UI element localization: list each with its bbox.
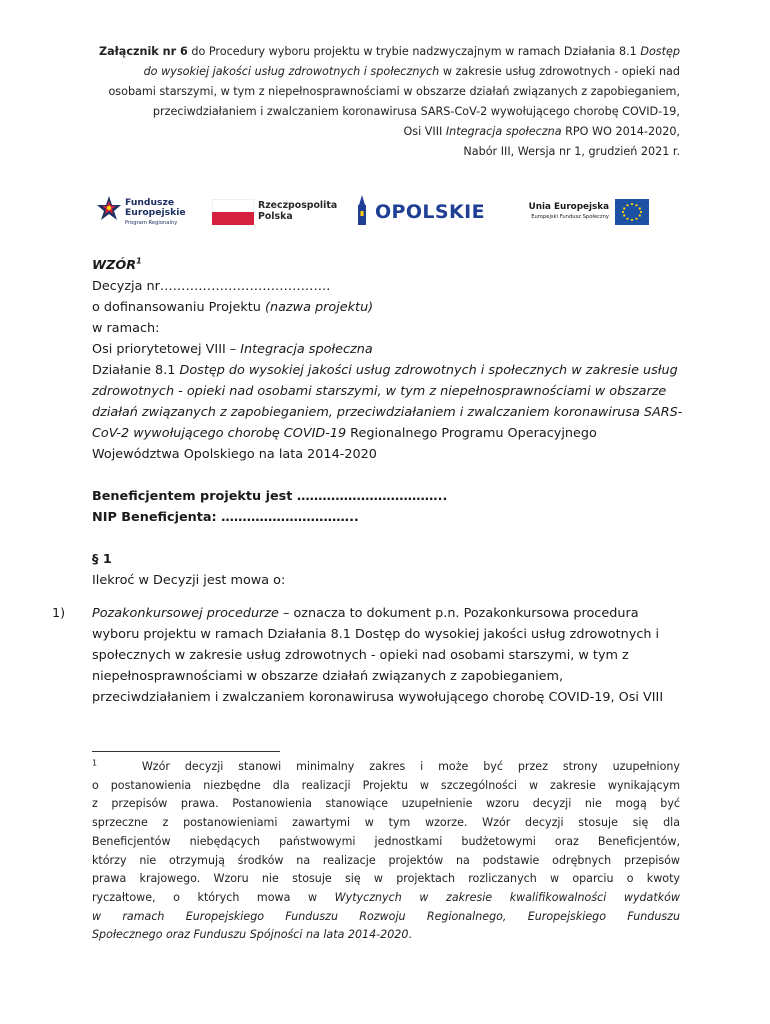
- template-label: WZÓR$^1$: [92, 256, 142, 273]
- list-line-1: Pozakonkursowej procedurze – oznacza to dokument p.n. Pozakonkursowa procedura: [92, 606, 639, 621]
- definitions-list: [52, 603, 672, 708]
- logo-strip: [95, 192, 655, 232]
- list-item: [92, 603, 672, 708]
- fundusze-text: Fundusze Europejskie Program Regionalny: [125, 197, 186, 226]
- footnote-separator: [92, 751, 280, 752]
- document-header: [40, 42, 680, 162]
- definitions-intro: Ilekroć w Decyzji jest mowa o:: [92, 573, 286, 588]
- opolskie-text: OPOLSKIE: [375, 201, 485, 223]
- fundusze-star-icon: [95, 194, 123, 230]
- footnote-line-6: którzy nie otrzymują środków na realizacje projektów na podstawie odrębnych przepisów: [92, 853, 680, 867]
- footnote-line-3: z przepisów prawa. Postanowienia stanowiące uzupełnienie wzoru decyzji nie mogą być: [92, 797, 680, 811]
- rzeczpospolita-text: Rzeczpospolita Polska: [258, 200, 338, 222]
- list-line-3: społecznych w zakresie usług zdrowotnych - opieki nad osobami starszymi, w tym z: [92, 648, 629, 663]
- footnote-line-7: prawa krajowego. Wzoru nie stosuje się w projektach rozliczanych w oparciu o kwoty: [92, 872, 680, 886]
- beneficiary-line: Beneficjentem projektu jest ……………………………..: [92, 489, 448, 504]
- list-line-2: wyboru projektu w ramach Działania 8.1 Dostęp do wysokiej jakości usług zdrowotnych i: [92, 627, 660, 642]
- header-line-4: przeciwdziałaniem i zwalczaniem koronawirusa SARS-CoV-2 wywołującego chorobę COVID-19,: [152, 105, 680, 118]
- decision-number: Decyzja nr………………………………….: [92, 279, 331, 294]
- header-line-2: do wysokiej jakości usług zdrowotnych i społecznych w zakresie usług zdrowotnych - opieki nad: [143, 65, 680, 78]
- footnote-ref: 1: [136, 256, 142, 266]
- rzeczpospolita-logo: [212, 192, 338, 232]
- measure-line-3: działań związanych z zapobieganiem, przeciwdziałaniem i zwalczaniem koronawirusa SARS-: [92, 405, 683, 420]
- funding-line: o dofinansowaniu Projektu (nazwa projektu): [92, 300, 374, 315]
- footnote-line-10: Społecznego oraz Funduszu Spójności na lata 2014-2020.: [92, 928, 412, 942]
- list-line-4: niepełnosprawnościami w obszarze działań związanych z zapobieganiem,: [92, 669, 564, 684]
- footnote-line-5: Beneficjentów niebędących państwowymi jednostkami budżetowymi oraz Beneficjentów,: [92, 834, 680, 848]
- opolskie-tower-icon: [353, 195, 371, 229]
- unia-europejska-text: Unia Europejska Europejski Fundusz Społeczny: [528, 202, 609, 220]
- footnote-line-2: o postanowienia niezbędne dla realizacji Projektu w szczególności w zakresie wynikającym: [92, 778, 680, 792]
- paragraph-1-heading: § 1: [92, 552, 112, 567]
- header-line-3: osobami starszymi, w tym z niepełnosprawnościami w obszarze działań związanych z zapobieganiem,: [108, 85, 680, 98]
- w-ramach-line: w ramach:: [92, 321, 160, 336]
- opolskie-logo: [351, 192, 491, 232]
- list-line-5: przeciwdziałaniem i zwalczaniem koronawirusa wywołującego chorobę COVID-19, Osi VIII: [92, 690, 664, 705]
- eu-flag-icon: [615, 199, 649, 225]
- footnote: [92, 758, 680, 945]
- header-line-1: Załącznik nr 6 do Procedury wyboru projektu w trybie nadzwyczajnym w ramach Działania 8.1 Dostęp: [98, 45, 680, 58]
- footnote-line-4: sprzeczne z postanowieniami zawartymi w tym wzorze. Wzór decyzji stosuje się dla: [92, 816, 680, 830]
- footnote-line-9: w ramach Europejskiego Funduszu Rozwoju Regionalnego, Europejskiego Funduszu: [92, 909, 680, 923]
- header-line-6: Nabór III, Wersja nr 1, grudzień 2021 r.: [463, 145, 680, 158]
- measure-line-5: Województwa Opolskiego na lata 2014-2020: [92, 447, 377, 462]
- measure-line-4: CoV-2 wywołującego chorobę COVID-19 Regionalnego Programu Operacyjnego: [92, 426, 597, 441]
- nip-line: NIP Beneficjenta: …………………………..: [92, 510, 359, 525]
- footnote-line-8: ryczałtowe, o których mowa w Wytycznych w zakresie kwalifikowalności wydatków: [92, 890, 680, 904]
- fundusze-europejskie-logo: [95, 192, 190, 232]
- unia-europejska-logo: [513, 192, 648, 232]
- measure-line-2: zdrowotnych - opieki nad osobami starszymi, w tym z niepełnosprawnościami w obszarze: [92, 384, 667, 399]
- measure-line-1: Działanie 8.1 Dostęp do wysokiej jakości usług zdrowotnych i społecznych w zakresie usług: [92, 363, 678, 378]
- list-item-number: 1): [52, 606, 66, 621]
- priority-axis-line: Osi priorytetowej VIII – Integracja społeczna: [92, 342, 373, 357]
- header-line-5: Osi VIII Integracja społeczna RPO WO 2014-2020,: [403, 125, 680, 138]
- footnote-line-1: $^1$ Wzór decyzji stanowi minimalny zakres i może być przez strony uzupełniony: [92, 758, 680, 773]
- decision-body: [92, 255, 683, 591]
- polish-flag-icon: [212, 199, 254, 225]
